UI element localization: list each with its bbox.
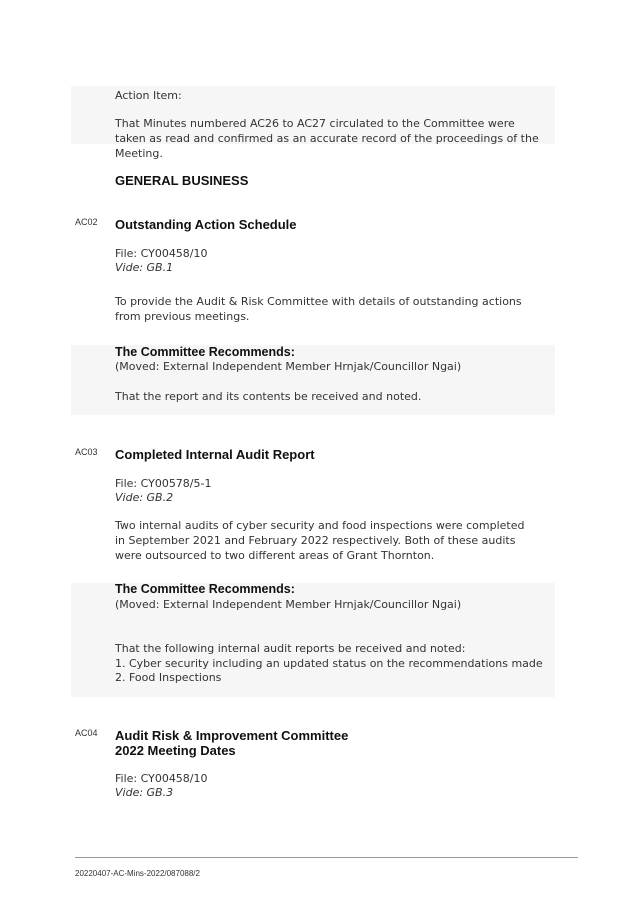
action-item-label: Action Item:	[115, 89, 182, 102]
item-vide-ac03: Vide: GB.2	[115, 491, 174, 504]
item-file-ac03: File: CY00578/5-1	[115, 477, 212, 490]
resolution-ac02: That the report and its contents be received and noted.	[115, 390, 422, 403]
rec-heading-ac02: The Committee Recommends:	[115, 345, 295, 359]
general-business-heading: GENERAL BUSINESS	[115, 173, 249, 188]
footer-divider	[75, 857, 578, 858]
item-title-ac04-line2: 2022 Meeting Dates	[115, 743, 236, 758]
item-vide-ac04: Vide: GB.3	[115, 786, 174, 799]
item-file-ac04: File: CY00458/10	[115, 772, 208, 785]
item-file-ac02: File: CY00458/10	[115, 247, 208, 260]
audit-list-item: 1. Cyber security including an updated status on the recommendations made	[115, 657, 543, 670]
audit-list-item: 2. Food Inspections	[115, 671, 222, 684]
resolution-ac03: That the following internal audit reports be received and noted:	[115, 642, 466, 655]
item-desc-ac02: To provide the Audit & Risk Committee with details of outstanding actions from previous meetings.	[115, 295, 522, 323]
action-item-text: That Minutes numbered AC26 to AC27 circulated to the Committee were taken as read and confirmed as an accurate record of the proceedings of the Meeting.	[115, 117, 539, 160]
item-desc-ac03: Two internal audits of cyber security and food inspections were completed in September 2021 and February 2022 respectively. Both of these audits were outsourced to two different areas of Grant Thornton.	[115, 519, 525, 562]
rec-heading-ac03: The Committee Recommends:	[115, 582, 295, 596]
item-title-ac02: Outstanding Action Schedule	[115, 217, 297, 232]
moved-ac03: (Moved: External Independent Member Hrnjak/Councillor Ngai)	[115, 598, 462, 611]
item-title-ac03: Completed Internal Audit Report	[115, 447, 315, 462]
footer-reference: 20220407-AC-Mins-2022/087088/2	[75, 869, 200, 878]
moved-ac02: (Moved: External Independent Member Hrnjak/Councillor Ngai)	[115, 360, 462, 373]
item-code-ac04: AC04	[75, 728, 98, 738]
item-code-ac02: AC02	[75, 217, 98, 227]
item-code-ac03: AC03	[75, 447, 98, 457]
item-vide-ac02: Vide: GB.1	[115, 261, 174, 274]
item-title-ac04-line1: Audit Risk & Improvement Committee	[115, 728, 349, 743]
